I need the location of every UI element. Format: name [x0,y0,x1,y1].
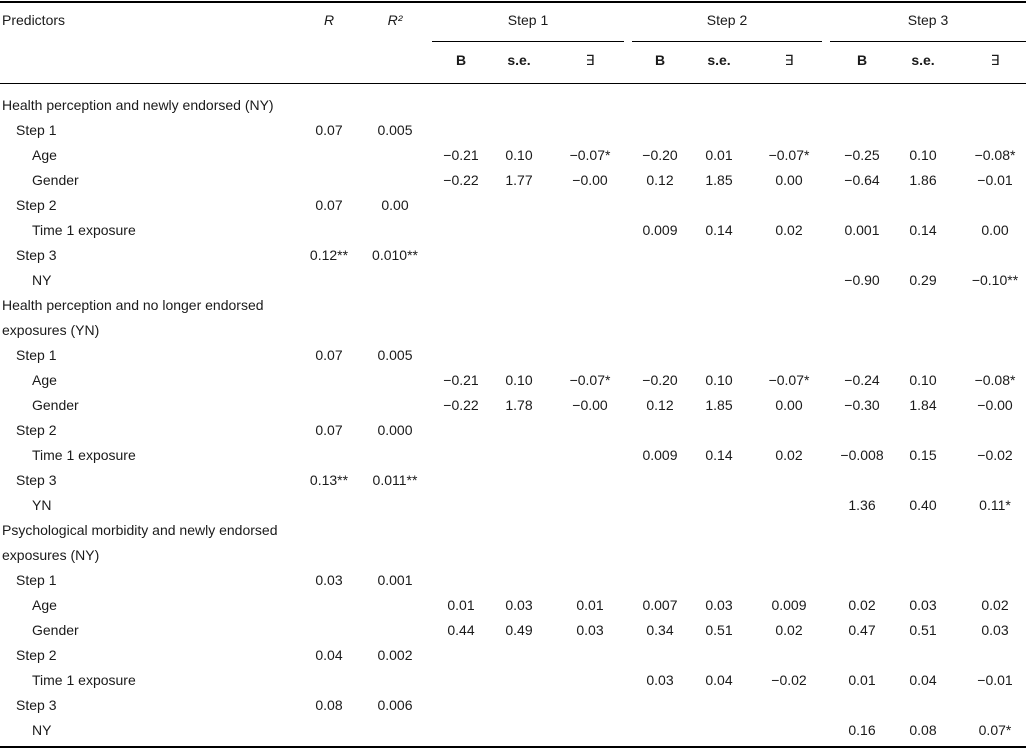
coef-cell-step-1-b: 0.44 [447,622,475,638]
coef-cell-step-2-se: 0.01 [705,147,733,163]
coef-cell-step-3-beta: 0.00 [981,222,1009,238]
r-value: 0.07 [315,422,343,438]
subheader-b-step-2: B [654,52,666,68]
header-r2: R² [387,12,403,28]
coef-cell-step-3-se: 0.03 [909,597,937,613]
coef-cell-step-2-b: 0.03 [646,672,674,688]
coef-cell-step-2-se: 0.14 [705,447,733,463]
section-heading: Psychological morbidity and newly endorsed [2,522,278,538]
section-heading: exposures (YN) [2,322,100,338]
predictor-label: NY [32,272,52,288]
r2-value: 0.006 [377,697,413,713]
coef-cell-step-3-se: 0.14 [909,222,937,238]
coef-cell-step-1-beta: −0.07* [569,372,611,388]
subheader-b-step-1: B [455,52,467,68]
coef-cell-step-3-beta: −0.08* [974,147,1016,163]
coef-cell-step-2-beta: −0.07* [768,372,810,388]
coef-cell-step-3-se: 0.10 [909,147,937,163]
coef-cell-step-2-se: 0.14 [705,222,733,238]
coef-cell-step-2-b: 0.12 [646,397,674,413]
r-value: 0.07 [315,122,343,138]
coef-cell-step-2-b: 0.009 [642,447,678,463]
predictor-label: Time 1 exposure [32,672,136,688]
coef-cell-step-3-beta: 0.07* [978,722,1012,738]
coef-cell-step-3-b: 0.47 [848,622,876,638]
r2-value: 0.002 [377,647,413,663]
coef-cell-step-1-beta: −0.07* [569,147,611,163]
step-label: Step 2 [16,197,57,213]
coef-cell-step-3-se: 0.40 [909,497,937,513]
step-label: Step 1 [16,122,57,138]
subheader-se-step-3: s.e. [911,52,935,68]
r2-value: 0.001 [377,572,413,588]
step-label: Step 2 [16,647,57,663]
r2-value: 0.011** [372,472,418,488]
subheader-beta-step-2: ∃ [784,52,794,68]
header-step-3: Step 3 [907,12,949,28]
subheader-se-step-1: s.e. [507,52,531,68]
coef-cell-step-3-beta: −0.10** [971,272,1019,288]
coef-cell-step-2-beta: 0.009 [771,597,807,613]
subheader-b-step-3: B [856,52,868,68]
step-3-rule [830,41,1026,42]
section-heading: exposures (NY) [2,547,100,563]
coef-cell-step-3-beta: 0.11* [979,497,1011,513]
coef-cell-step-3-se: 0.08 [909,722,937,738]
coef-cell-step-1-beta: −0.00 [572,397,608,413]
r2-value: 0.005 [377,122,413,138]
coef-cell-step-1-beta: −0.00 [572,172,608,188]
r-value: 0.03 [315,572,343,588]
coef-cell-step-3-beta: 0.02 [981,597,1009,613]
subheader-beta-step-1: ∃ [585,52,595,68]
coef-cell-step-2-beta: 0.02 [775,622,803,638]
coef-cell-step-1-se: 0.49 [505,622,533,638]
coef-cell-step-3-beta: −0.00 [977,397,1013,413]
step-label: Step 3 [16,697,57,713]
coef-cell-step-3-b: −0.008 [840,447,884,463]
r2-value: 0.005 [377,347,413,363]
coef-cell-step-3-b: 0.01 [848,672,876,688]
coef-cell-step-1-b: −0.21 [443,147,479,163]
predictor-label: Age [32,372,57,388]
coef-cell-step-2-beta: 0.02 [775,447,803,463]
coef-cell-step-3-beta: 0.03 [981,622,1009,638]
top-rule [0,1,1026,3]
header-step-1: Step 1 [507,12,549,28]
coef-cell-step-1-b: −0.21 [443,372,479,388]
step-2-rule [632,41,822,42]
coef-cell-step-3-se: 1.86 [909,172,937,188]
coef-cell-step-2-se: 0.51 [705,622,733,638]
predictor-label: Age [32,597,57,613]
coef-cell-step-1-b: −0.22 [443,397,479,413]
r2-value: 0.010** [372,247,418,263]
r2-value: 0.00 [381,197,409,213]
step-label: Step 3 [16,247,57,263]
coef-cell-step-3-b: −0.64 [844,172,880,188]
coef-cell-step-2-b: −0.20 [642,372,678,388]
r-value: 0.07 [315,347,343,363]
coef-cell-step-2-b: −0.20 [642,147,678,163]
bottom-rule [0,746,1026,748]
r-value: 0.08 [315,697,343,713]
header-rule [0,83,1026,84]
coef-cell-step-3-b: 0.001 [844,222,880,238]
coef-cell-step-3-b: 0.16 [848,722,876,738]
step-label: Step 2 [16,422,57,438]
coef-cell-step-1-se: 1.78 [505,397,533,413]
coef-cell-step-2-beta: 0.00 [775,172,803,188]
predictor-label: Time 1 exposure [32,222,136,238]
subheader-se-step-2: s.e. [707,52,731,68]
step-label: Step 1 [16,347,57,363]
predictor-label: Gender [32,172,79,188]
predictor-label: Gender [32,622,79,638]
coef-cell-step-3-b: −0.30 [844,397,880,413]
coef-cell-step-1-b: 0.01 [447,597,475,613]
coef-cell-step-3-se: 0.04 [909,672,937,688]
coef-cell-step-1-beta: 0.01 [576,597,604,613]
coef-cell-step-2-se: 1.85 [705,397,733,413]
predictor-label: Time 1 exposure [32,447,136,463]
predictor-label: Gender [32,397,79,413]
r-value: 0.07 [315,197,343,213]
coef-cell-step-3-beta: −0.08* [974,372,1016,388]
predictor-label: NY [32,722,52,738]
header-predictors: Predictors [2,12,66,28]
coef-cell-step-3-b: 0.02 [848,597,876,613]
coef-cell-step-3-se: 0.10 [909,372,937,388]
step-1-rule [432,41,624,42]
coef-cell-step-2-b: 0.007 [642,597,678,613]
coef-cell-step-1-se: 1.77 [505,172,533,188]
coef-cell-step-3-se: 1.84 [909,397,937,413]
r2-value: 0.000 [377,422,413,438]
coef-cell-step-3-se: 0.29 [909,272,937,288]
coef-cell-step-2-beta: −0.07* [768,147,810,163]
coef-cell-step-3-beta: −0.02 [977,447,1013,463]
coef-cell-step-3-se: 0.15 [909,447,937,463]
coef-cell-step-2-se: 0.10 [705,372,733,388]
header-step-2: Step 2 [706,12,748,28]
r-value: 0.13** [309,472,349,488]
subheader-beta-step-3: ∃ [990,52,1000,68]
coef-cell-step-2-se: 1.85 [705,172,733,188]
coef-cell-step-1-se: 0.10 [505,147,533,163]
coef-cell-step-3-b: −0.25 [844,147,880,163]
section-heading: Health perception and newly endorsed (NY) [2,97,274,113]
coef-cell-step-1-b: −0.22 [443,172,479,188]
coef-cell-step-3-b: −0.90 [844,272,880,288]
section-heading: Health perception and no longer endorsed [2,297,264,313]
coef-cell-step-2-se: 0.03 [705,597,733,613]
coef-cell-step-1-beta: 0.03 [576,622,604,638]
coef-cell-step-3-b: −0.24 [844,372,880,388]
coef-cell-step-2-se: 0.04 [705,672,733,688]
step-label: Step 3 [16,472,57,488]
r-value: 0.04 [315,647,343,663]
coef-cell-step-2-b: 0.009 [642,222,678,238]
r-value: 0.12** [309,247,349,263]
step-label: Step 1 [16,572,57,588]
coef-cell-step-1-se: 0.03 [505,597,533,613]
header-r: R [323,12,335,28]
coef-cell-step-3-beta: −0.01 [977,672,1013,688]
coef-cell-step-2-b: 0.12 [646,172,674,188]
coef-cell-step-3-se: 0.51 [909,622,937,638]
predictor-label: Age [32,147,57,163]
coef-cell-step-2-beta: 0.02 [775,222,803,238]
coef-cell-step-3-beta: −0.01 [977,172,1013,188]
predictor-label: YN [32,497,52,513]
coef-cell-step-3-b: 1.36 [848,497,876,513]
coef-cell-step-2-b: 0.34 [646,622,674,638]
coef-cell-step-1-se: 0.10 [505,372,533,388]
coef-cell-step-2-beta: −0.02 [771,672,807,688]
coef-cell-step-2-beta: 0.00 [775,397,803,413]
